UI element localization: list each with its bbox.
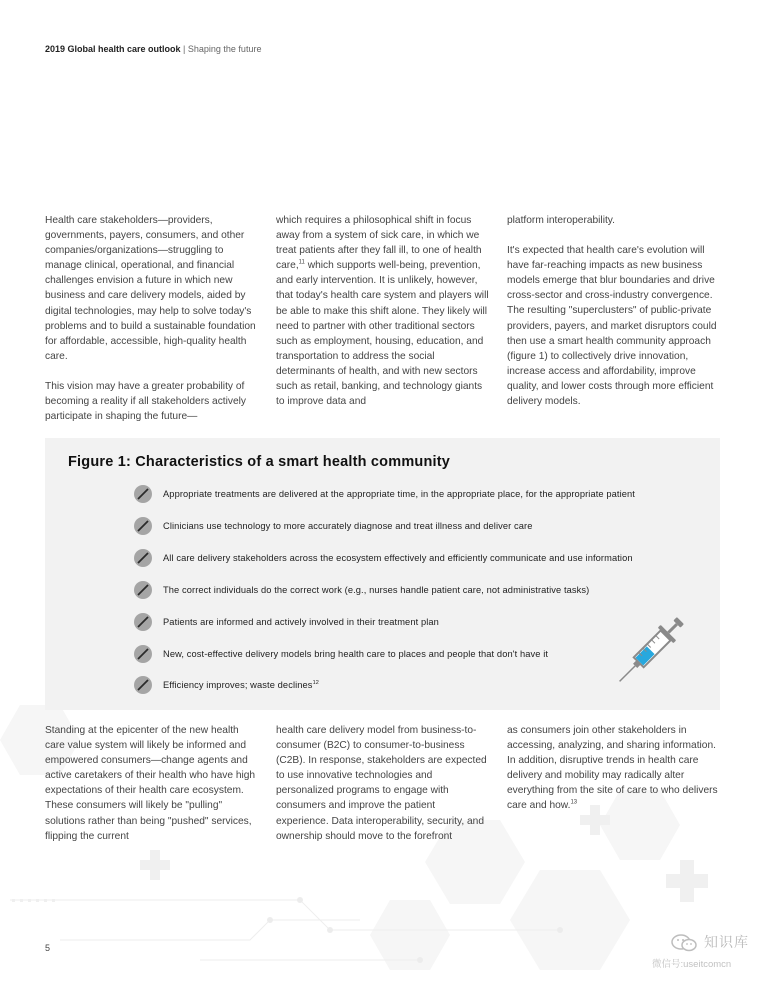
paragraph: It's expected that health care's evolution will have far-reaching impacts as new business models emerge that blur boundaries and drive cross-sector and cross-industry convergence. The resulting "superclusters" of public-private providers, payers, and market disruptors could then use a smart health community approach (figure 1) to collectively drive innovation, increase access and affordability, improve quality, and lower costs through more efficient delivery models. xyxy=(507,245,717,408)
paragraph xyxy=(507,723,721,814)
figure-item xyxy=(133,675,319,695)
paragraph: This vision may have a greater probability of becoming a reality if all stakeholders actively participate in shaping the future— xyxy=(45,380,247,423)
paragraph-text: as consumers join other stakeholders in accessing, analyzing, and sharing information. In addition, disruptive trends in health care delivery and mobility may radically alter everything from the site of care to who delivers care and how. xyxy=(507,725,718,812)
figure-item xyxy=(133,580,589,600)
paragraph: health care delivery model from business-to-consumer (B2C) to consumer-to-business (C2B). In response, stakeholders are expected to use innovative technologies and personalized programs to engage with consumers and improve the patient experience. Data interoperability, security, and ownership should move to the forefront xyxy=(276,725,487,842)
figure-item xyxy=(133,612,439,632)
footnote-ref[interactable]: 11 xyxy=(298,259,305,266)
figure-item-text xyxy=(163,680,319,690)
top-column-3 xyxy=(507,213,721,424)
footnote-ref[interactable]: 12 xyxy=(312,679,319,686)
paragraph: platform interoperability. xyxy=(507,215,615,226)
figure-item-label: Efficiency improves; waste declines xyxy=(163,680,313,690)
figure-item xyxy=(133,644,548,664)
slash-circle-icon xyxy=(133,516,153,536)
slash-circle-icon xyxy=(133,548,153,568)
slash-circle-icon xyxy=(133,612,153,632)
figure-item-text: Appropriate treatments are delivered at the appropriate time, in the appropriate place, for the appropriate patient xyxy=(163,489,635,499)
figure-item xyxy=(133,484,635,504)
slash-circle-icon xyxy=(133,484,153,504)
figure-item-text: New, cost-effective delivery models bring health care to places and people that don't have it xyxy=(163,649,549,659)
header-title: 2019 Global health care outlook xyxy=(45,44,181,54)
paragraph-text: which requires a philosophical shift in focus away from a system of sick care, in which we treat patients after they fall ill, to one of health care, xyxy=(276,215,482,272)
watermark-title: 知识库 xyxy=(704,934,749,950)
figure-item-text: The correct individuals do the correct work (e.g., nurses handle patient care, not administrative tasks) xyxy=(163,585,590,595)
figure-1 xyxy=(45,438,720,710)
paragraph-text: which supports well-being, prevention, and early intervention. It is unlikely, however, that today's health care system and players will be able to make this shift alone. They likely will need to partner with other traditional sectors such as employment, housing, education, and transportation to address the social determinants of health, and with new sectors such as retail, banking, and technology giants to improve data and xyxy=(276,260,489,408)
figure-item xyxy=(133,548,633,568)
paragraph: Standing at the epicenter of the new health care value system will likely be informed and empowered consumers—change agents and active caretakers of their health who have high expectations of their health care ecosystem. These consumers will likely be "pulling" solutions rather than being "pushed" services, flipping the current xyxy=(45,725,256,842)
slash-circle-icon xyxy=(133,675,153,695)
figure-item-text: Patients are informed and actively involved in their treatment plan xyxy=(163,617,439,627)
figure-item-text: All care delivery stakeholders across the ecosystem effectively and efficiently communicate and use information xyxy=(163,553,633,563)
slash-circle-icon xyxy=(133,644,153,664)
figure-title: Figure 1: Characteristics of a smart health community xyxy=(68,454,451,470)
footnote-ref[interactable]: 13 xyxy=(570,800,578,807)
top-column-1 xyxy=(45,213,259,439)
paragraph xyxy=(276,213,490,409)
slash-circle-icon xyxy=(133,580,153,600)
bottom-column-3 xyxy=(507,723,721,829)
watermark xyxy=(652,932,762,972)
bottom-column-1 xyxy=(45,723,259,859)
header-separator: | xyxy=(180,44,188,54)
figure-item xyxy=(133,516,533,536)
top-column-2 xyxy=(276,213,490,424)
bottom-column-2 xyxy=(276,723,490,859)
paragraph: Health care stakeholders—providers, governments, payers, consumers, and other companies/organizations—struggling to manage clinical, operational, and financial challenges envision a future in which new business and care delivery models, aided by digital technologies, may help to solve today's problems and to build a sustainable foundation for affordable, accessible, high-quality health care. xyxy=(45,215,256,362)
running-header xyxy=(45,44,261,54)
header-subtitle: Shaping the future xyxy=(187,44,262,54)
watermark-subtitle: 微信号:useitcomcn xyxy=(652,959,732,970)
syringe-icon xyxy=(605,606,695,696)
page-number: 5 xyxy=(45,943,51,953)
wechat-icon xyxy=(670,933,698,953)
figure-item-text: Clinicians use technology to more accurately diagnose and treat illness and deliver care xyxy=(163,521,533,531)
